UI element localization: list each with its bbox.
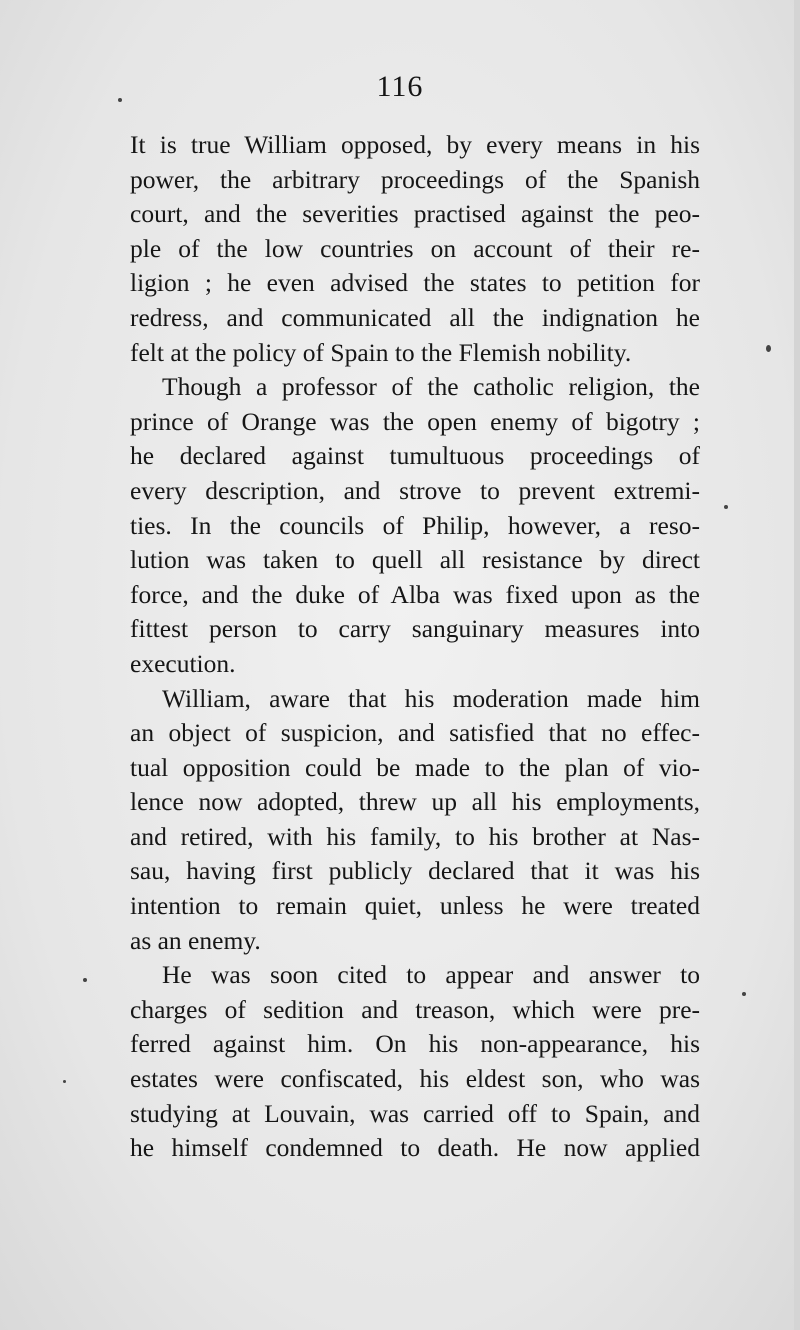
text-line: lution was taken to quell all resistance by direct bbox=[130, 545, 700, 575]
text-line: every description, and strove to prevent extremi- bbox=[130, 475, 700, 505]
ink-speck bbox=[83, 978, 87, 982]
text-line: ple of the low countries on account of their re- bbox=[130, 233, 700, 263]
text-line: felt at the policy of Spain to the Flemish nobility. bbox=[130, 337, 632, 367]
text-line: redress, and communicated all the indignation he bbox=[130, 302, 700, 332]
text-line: charges of sedition and treason, which were pre- bbox=[130, 994, 700, 1024]
text-line: he declared against tumultuous proceedings of bbox=[130, 441, 700, 471]
text-line: intention to remain quiet, unless he were treated bbox=[130, 891, 700, 921]
text-line: William, aware that his moderation made him bbox=[162, 683, 700, 713]
text-line: as an enemy. bbox=[130, 925, 261, 955]
ink-speck bbox=[63, 1080, 66, 1083]
text-line: prince of Orange was the open enemy of bigotry ; bbox=[130, 406, 700, 436]
text-line: lence now adopted, threw up all his employments, bbox=[130, 787, 700, 817]
text-line: an object of suspicion, and satisfied that no effec- bbox=[130, 718, 700, 748]
text-line: tual opposition could be made to the plan of vio- bbox=[130, 752, 700, 782]
text-line: ferred against him. On his non-appearance, his bbox=[130, 1029, 700, 1059]
text-line: Though a professor of the catholic religion, the bbox=[162, 372, 700, 402]
ink-speck bbox=[724, 505, 728, 509]
text-line: studying at Louvain, was carried off to Spain, and bbox=[130, 1098, 700, 1128]
text-line: estates were confiscated, his eldest son, who was bbox=[130, 1064, 700, 1094]
text-line: force, and the duke of Alba was fixed upon as the bbox=[130, 579, 700, 609]
body-text bbox=[130, 128, 700, 1166]
text-line: power, the arbitrary proceedings of the Spanish bbox=[130, 164, 700, 194]
page-edge-shadow bbox=[794, 0, 800, 1330]
text-line: fittest person to carry sanguinary measures into bbox=[130, 614, 700, 644]
text-line: ligion ; he even advised the states to petition for bbox=[130, 268, 700, 298]
ink-speck bbox=[742, 992, 746, 996]
text-line: He was soon cited to appear and answer to bbox=[162, 960, 700, 990]
text-line: ties. In the councils of Philip, however, a reso- bbox=[130, 510, 700, 540]
text-line: It is true William opposed, by every means in his bbox=[130, 130, 700, 159]
ink-speck bbox=[766, 345, 771, 352]
text-line: execution. bbox=[130, 648, 236, 678]
text-line: he himself condemned to death. He now applied bbox=[130, 1133, 700, 1163]
text-line: court, and the severities practised against the peo- bbox=[130, 199, 700, 229]
text-line: sau, having first publicly declared that it was his bbox=[130, 856, 700, 886]
text-line: and retired, with his family, to his brother at Nas- bbox=[130, 821, 700, 851]
page-number: 116 bbox=[376, 70, 424, 103]
